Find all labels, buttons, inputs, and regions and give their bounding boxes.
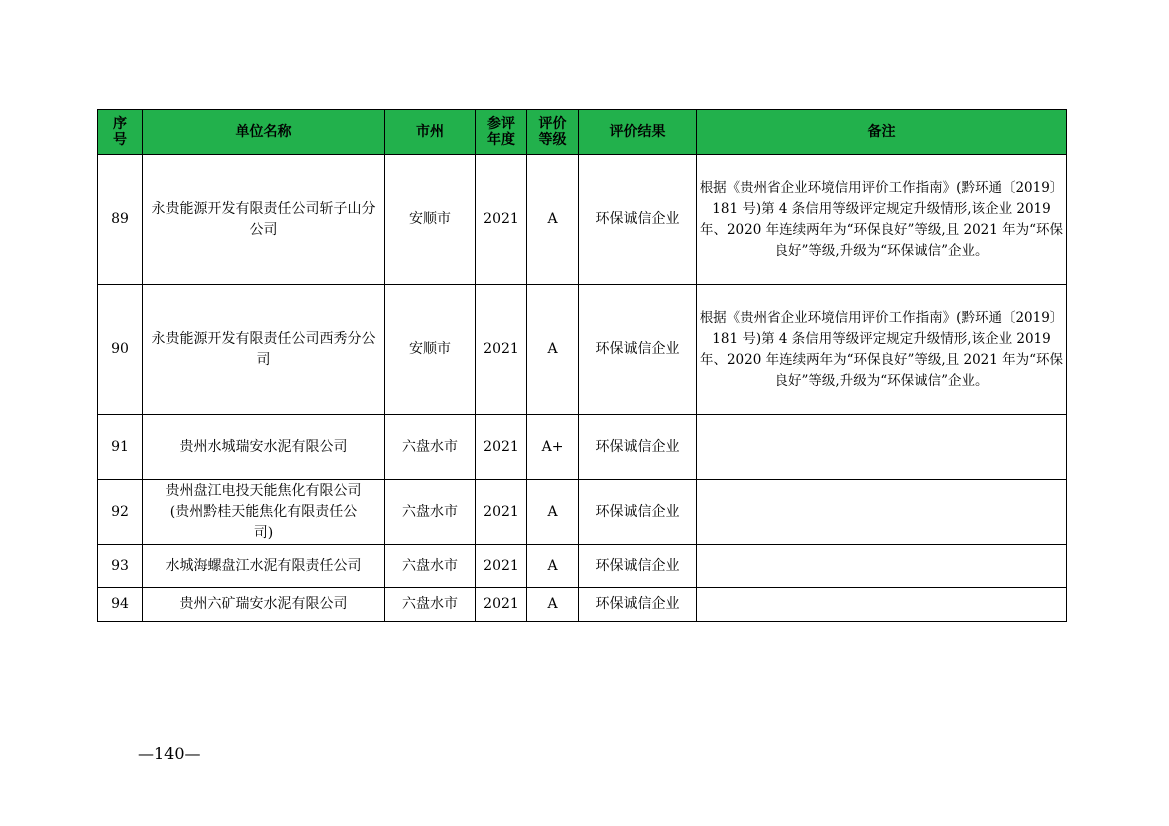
cell-result: 环保诚信企业 (579, 480, 697, 545)
cell-name: 水城海螺盘江水泥有限责任公司 (143, 545, 385, 588)
credit-evaluation-table (97, 109, 1067, 622)
cell-seq: 91 (98, 415, 143, 480)
table-row (98, 155, 1067, 285)
table-row (98, 480, 1067, 545)
cell-year: 2021 (476, 588, 527, 622)
table-row (98, 415, 1067, 480)
cell-remark (697, 588, 1067, 622)
cell-name: 贵州水城瑞安水泥有限公司 (143, 415, 385, 480)
table-header-row (98, 110, 1067, 155)
cell-city: 六盘水市 (385, 545, 476, 588)
cell-remark: 根据《贵州省企业环境信用评价工作指南》(黔环通〔2019〕181 号)第 4 条信用等级评定规定升级情形,该企业 2019 年、2020 年连续两年为“环保良好”等级,且 2021 年为“环保良好”等级,升级为“环保诚信”企业。 (697, 155, 1067, 285)
cell-grade: A (527, 588, 579, 622)
cell-remark (697, 545, 1067, 588)
cell-seq: 93 (98, 545, 143, 588)
header-year: 参评年度 (476, 110, 527, 155)
cell-seq: 89 (98, 155, 143, 285)
cell-remark: 根据《贵州省企业环境信用评价工作指南》(黔环通〔2019〕181 号)第 4 条信用等级评定规定升级情形,该企业 2019 年、2020 年连续两年为“环保良好”等级,且 2021 年为“环保良好”等级,升级为“环保诚信”企业。 (697, 285, 1067, 415)
cell-city: 六盘水市 (385, 480, 476, 545)
cell-grade: A (527, 155, 579, 285)
cell-remark (697, 415, 1067, 480)
cell-city: 六盘水市 (385, 415, 476, 480)
cell-name: 永贵能源开发有限责任公司斩子山分公司 (143, 155, 385, 285)
header-city: 市州 (385, 110, 476, 155)
table-row (98, 285, 1067, 415)
cell-city: 安顺市 (385, 155, 476, 285)
cell-result: 环保诚信企业 (579, 285, 697, 415)
table-row (98, 588, 1067, 622)
header-name: 单位名称 (143, 110, 385, 155)
header-seq: 序号 (98, 110, 143, 155)
cell-year: 2021 (476, 285, 527, 415)
cell-year: 2021 (476, 545, 527, 588)
cell-name: 贵州六矿瑞安水泥有限公司 (143, 588, 385, 622)
cell-grade: A (527, 285, 579, 415)
cell-result: 环保诚信企业 (579, 155, 697, 285)
cell-name: 永贵能源开发有限责任公司西秀分公司 (143, 285, 385, 415)
table-row (98, 545, 1067, 588)
header-remark: 备注 (697, 110, 1067, 155)
cell-grade: A+ (527, 415, 579, 480)
cell-city: 六盘水市 (385, 588, 476, 622)
cell-year: 2021 (476, 480, 527, 545)
cell-name: 贵州盘江电投天能焦化有限公司(贵州黔桂天能焦化有限责任公司) (143, 480, 385, 545)
page-number: —140— (138, 744, 201, 763)
cell-result: 环保诚信企业 (579, 545, 697, 588)
cell-grade: A (527, 545, 579, 588)
cell-grade: A (527, 480, 579, 545)
cell-year: 2021 (476, 155, 527, 285)
cell-seq: 94 (98, 588, 143, 622)
header-result: 评价结果 (579, 110, 697, 155)
cell-result: 环保诚信企业 (579, 588, 697, 622)
cell-seq: 90 (98, 285, 143, 415)
cell-remark (697, 480, 1067, 545)
cell-seq: 92 (98, 480, 143, 545)
cell-result: 环保诚信企业 (579, 415, 697, 480)
cell-city: 安顺市 (385, 285, 476, 415)
cell-year: 2021 (476, 415, 527, 480)
header-grade: 评价等级 (527, 110, 579, 155)
